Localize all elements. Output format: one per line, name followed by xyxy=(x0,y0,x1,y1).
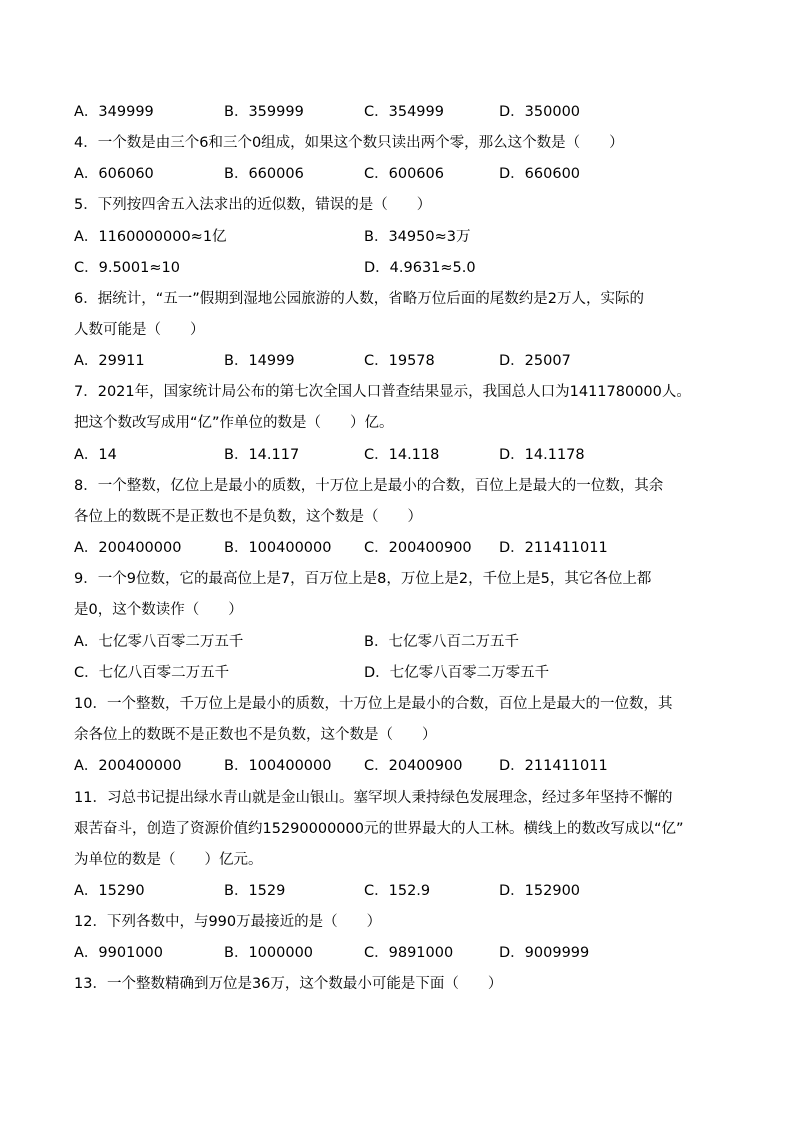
q6-stem-line2: 人数可能是（ ） xyxy=(74,322,205,338)
q11-options xyxy=(74,880,734,902)
q10-option-a[interactable]: A．200400000 xyxy=(74,758,182,774)
q9-option-c[interactable]: C．七亿八百零二万五千 xyxy=(74,665,230,681)
q6-stem-line1: 6．据统计，“五一”假期到湿地公园旅游的人数，省略万位后面的尾数约是2万人，实际的 xyxy=(74,291,644,307)
q5-option-a[interactable]: A．1160000000≈1亿 xyxy=(74,229,227,245)
q6-options xyxy=(74,350,734,372)
q12-option-c[interactable]: C．9891000 xyxy=(364,945,454,961)
q5-option-d[interactable]: D．4.9631≈5.0 xyxy=(364,260,476,276)
q10-option-b[interactable]: B．100400000 xyxy=(224,758,332,774)
q11-stem-line3: 为单位的数是（ ）亿元。 xyxy=(74,852,263,868)
q7-stem-line1: 7．2021年，国家统计局公布的第七次全国人口普查结果显示，我国总人口为1411780000人。 xyxy=(74,384,691,400)
q8-stem-line1: 8．一个整数，亿位上是最小的质数，十万位上是最小的合数，百位上是最大的一位数，其余 xyxy=(74,478,664,494)
q7-stem-line2: 把这个数改写成用“亿”作单位的数是（ ）亿。 xyxy=(74,415,394,431)
q10-option-d[interactable]: D．211411011 xyxy=(499,758,608,774)
q11-option-c[interactable]: C．152.9 xyxy=(364,883,431,899)
q9-options-row1 xyxy=(74,631,734,653)
q12-option-d[interactable]: D．9009999 xyxy=(499,945,590,961)
q3-option-d[interactable]: D．350000 xyxy=(499,104,581,120)
q7-option-c[interactable]: C．14.118 xyxy=(364,447,440,463)
q7-options xyxy=(74,444,734,466)
q10-options xyxy=(74,755,734,777)
q10-option-c[interactable]: C．20400900 xyxy=(364,758,463,774)
q12-option-b[interactable]: B．1000000 xyxy=(224,945,314,961)
q8-option-c[interactable]: C．200400900 xyxy=(364,540,472,556)
q11-option-d[interactable]: D．152900 xyxy=(499,883,581,899)
q11-option-a[interactable]: A．15290 xyxy=(74,883,145,899)
q5-option-c[interactable]: C．9.5001≈10 xyxy=(74,260,180,276)
q4-option-b[interactable]: B．660006 xyxy=(224,166,304,182)
q8-option-b[interactable]: B．100400000 xyxy=(224,540,332,556)
q3-option-c[interactable]: C．354999 xyxy=(364,104,444,120)
q9-option-b[interactable]: B．七亿零八百二万五千 xyxy=(364,634,519,650)
q10-stem-line2: 余各位上的数既不是正数也不是负数，这个数是（ ） xyxy=(74,727,437,743)
q13-stem: 13．一个整数精确到万位是36万，这个数最小可能是下面（ ） xyxy=(74,976,503,992)
q5-option-b[interactable]: B．34950≈3万 xyxy=(364,229,471,245)
q8-option-d[interactable]: D．211411011 xyxy=(499,540,608,556)
q4-options xyxy=(74,163,734,185)
q11-stem-line2: 艰苦奋斗，创造了资源价值约15290000000元的世界最大的人工林。横线上的数改写成以“亿” xyxy=(74,821,684,837)
q11-option-b[interactable]: B．1529 xyxy=(224,883,286,899)
q3-option-a[interactable]: A．349999 xyxy=(74,104,154,120)
q9-option-d[interactable]: D．七亿零八百零二万零五千 xyxy=(364,665,550,681)
q6-option-c[interactable]: C．19578 xyxy=(364,353,435,369)
q9-stem-line1: 9．一个9位数，它的最高位上是7，百万位上是8，万位上是2，千位上是5，其它各位上都 xyxy=(74,571,652,587)
q7-option-a[interactable]: A．14 xyxy=(74,447,117,463)
q6-option-a[interactable]: A．29911 xyxy=(74,353,145,369)
q3-option-b[interactable]: B．359999 xyxy=(224,104,304,120)
q4-stem: 4．一个数是由三个6和三个0组成，如果这个数只读出两个零，那么这个数是（ ） xyxy=(74,135,624,151)
q5-options-row1 xyxy=(74,226,734,248)
q8-options xyxy=(74,537,734,559)
q8-option-a[interactable]: A．200400000 xyxy=(74,540,182,556)
q11-stem-line1: 11．习总书记提出绿水青山就是金山银山。塞罕坝人秉持绿色发展理念，经过多年坚持不懈的 xyxy=(74,790,673,806)
q7-option-b[interactable]: B．14.117 xyxy=(224,447,300,463)
q5-options-row2 xyxy=(74,257,734,279)
q9-stem-line2: 是0，这个数读作（ ） xyxy=(74,602,243,618)
q3-options xyxy=(74,101,734,123)
q12-options xyxy=(74,942,734,964)
q12-stem: 12．下列各数中，与990万最接近的是（ ） xyxy=(74,914,382,930)
q10-stem-line1: 10．一个整数，千万位上是最小的质数，十万位上是最小的合数，百位上是最大的一位数，其 xyxy=(74,696,673,712)
q7-option-d[interactable]: D．14.1178 xyxy=(499,447,585,463)
q4-option-c[interactable]: C．600606 xyxy=(364,166,444,182)
q4-option-a[interactable]: A．606060 xyxy=(74,166,154,182)
q9-options-row2 xyxy=(74,662,734,684)
q6-option-d[interactable]: D．25007 xyxy=(499,353,571,369)
q9-option-a[interactable]: A．七亿零八百零二万五千 xyxy=(74,634,244,650)
q4-option-d[interactable]: D．660600 xyxy=(499,166,581,182)
q6-option-b[interactable]: B．14999 xyxy=(224,353,295,369)
q5-stem: 5．下列按四舍五入法求出的近似数，错误的是（ ） xyxy=(74,197,432,213)
q8-stem-line2: 各位上的数既不是正数也不是负数，这个数是（ ） xyxy=(74,509,422,525)
q12-option-a[interactable]: A．9901000 xyxy=(74,945,163,961)
